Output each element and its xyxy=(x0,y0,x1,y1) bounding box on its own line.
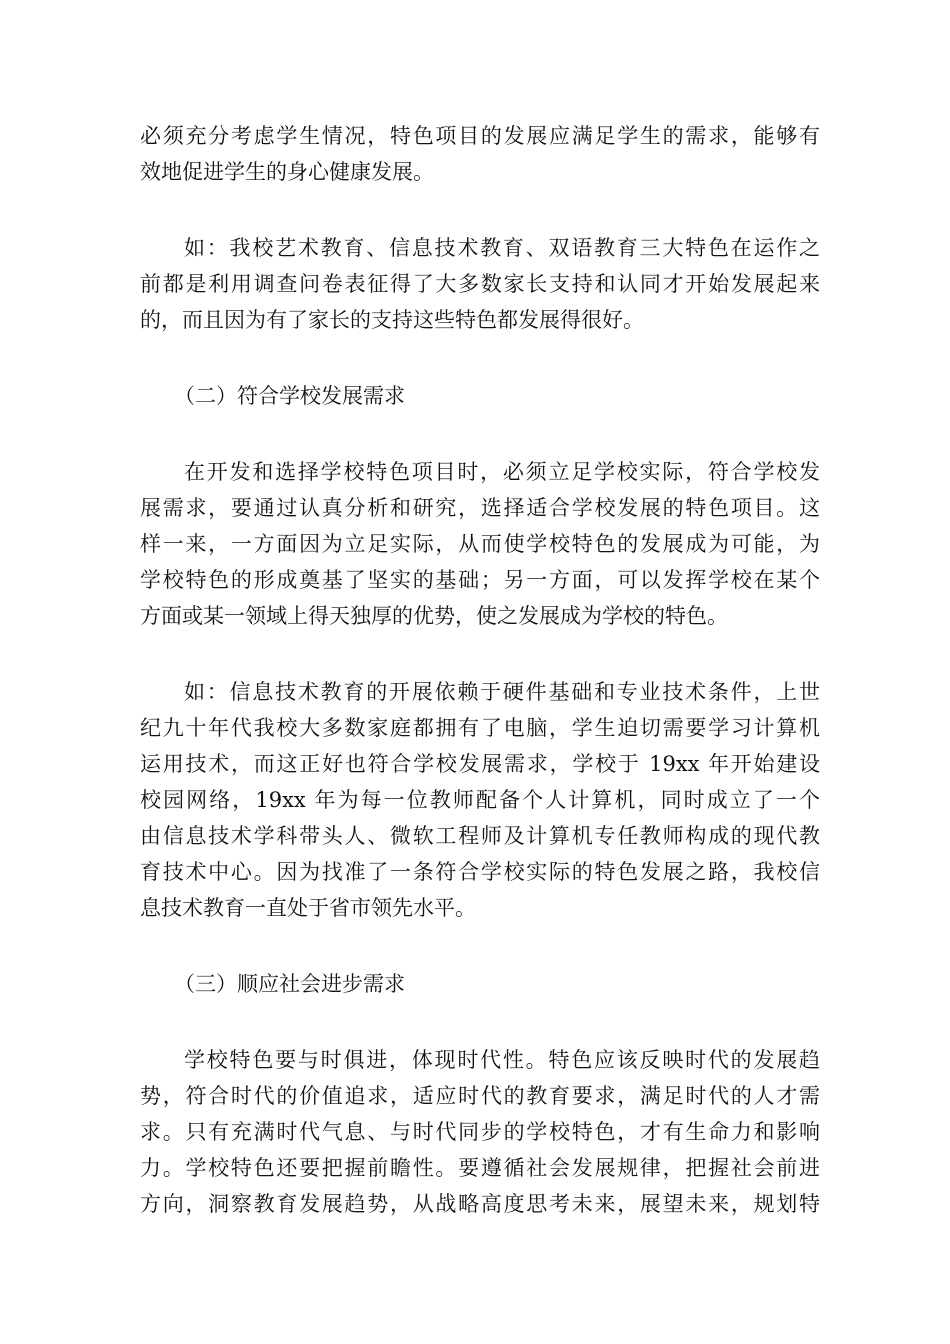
text-line: 求。只有充满时代气息、与时代同步的学校特色，才有生命力和影响 xyxy=(140,1120,820,1144)
text-line: 育技术中心。因为找准了一条符合学校实际的特色发展之路，我校信 xyxy=(140,860,820,884)
section-heading-text: （三）顺应社会进步需求 xyxy=(174,972,405,996)
section-heading-text: （二）符合学校发展需求 xyxy=(174,384,405,408)
text-line: 在开发和选择学校特色项目时，必须立足学校实际，符合学校发 xyxy=(184,460,820,484)
text-line: 展需求，要通过认真分析和研究，选择适合学校发展的特色项目。这 xyxy=(140,496,820,520)
body-paragraph xyxy=(140,118,820,190)
text-line: 势，符合时代的价值追求，适应时代的教育要求，满足时代的人才需 xyxy=(140,1084,820,1108)
text-line: 方面或某一领域上得天独厚的优势，使之发展成为学校的特色。 xyxy=(140,604,728,628)
body-paragraph xyxy=(140,230,820,338)
text-line: 学校特色要与时俱进，体现时代性。特色应该反映时代的发展趋 xyxy=(184,1048,820,1072)
document-page xyxy=(140,118,820,1262)
text-line: 前都是利用调查问卷表征得了大多数家长支持和认同才开始发展起来 xyxy=(140,272,820,296)
section-heading xyxy=(140,966,820,1002)
body-paragraph xyxy=(140,1042,820,1222)
text-line: 效地促进学生的身心健康发展。 xyxy=(140,160,434,184)
text-line: 校园网络，19xx 年为每一位教师配备个人计算机，同时成立了一个 xyxy=(140,788,820,812)
text-line: 样一来，一方面因为立足实际，从而使学校特色的发展成为可能，为 xyxy=(140,532,820,556)
section-heading xyxy=(140,378,820,414)
text-line: 力。学校特色还要把握前瞻性。要遵循社会发展规律，把握社会前进 xyxy=(140,1156,820,1180)
text-line: 必须充分考虑学生情况，特色项目的发展应满足学生的需求，能够有 xyxy=(140,124,820,148)
text-line: 的，而且因为有了家长的支持这些特色都发展得很好。 xyxy=(140,308,644,332)
text-line: 纪九十年代我校大多数家庭都拥有了电脑，学生迫切需要学习计算机 xyxy=(140,716,820,740)
body-paragraph xyxy=(140,454,820,634)
text-line: 息技术教育一直处于省市领先水平。 xyxy=(140,896,476,920)
text-line: 方向，洞察教育发展趋势，从战略高度思考未来，展望未来，规划特 xyxy=(140,1192,820,1216)
text-line: 如：我校艺术教育、信息技术教育、双语教育三大特色在运作之 xyxy=(184,236,820,260)
text-line: 如：信息技术教育的开展依赖于硬件基础和专业技术条件，上世 xyxy=(184,680,820,704)
body-paragraph xyxy=(140,674,820,926)
text-line: 由信息技术学科带头人、微软工程师及计算机专任教师构成的现代教 xyxy=(140,824,820,848)
text-line: 运用技术，而这正好也符合学校发展需求，学校于 19xx 年开始建设 xyxy=(140,752,820,776)
text-line: 学校特色的形成奠基了坚实的基础；另一方面，可以发挥学校在某个 xyxy=(140,568,820,592)
